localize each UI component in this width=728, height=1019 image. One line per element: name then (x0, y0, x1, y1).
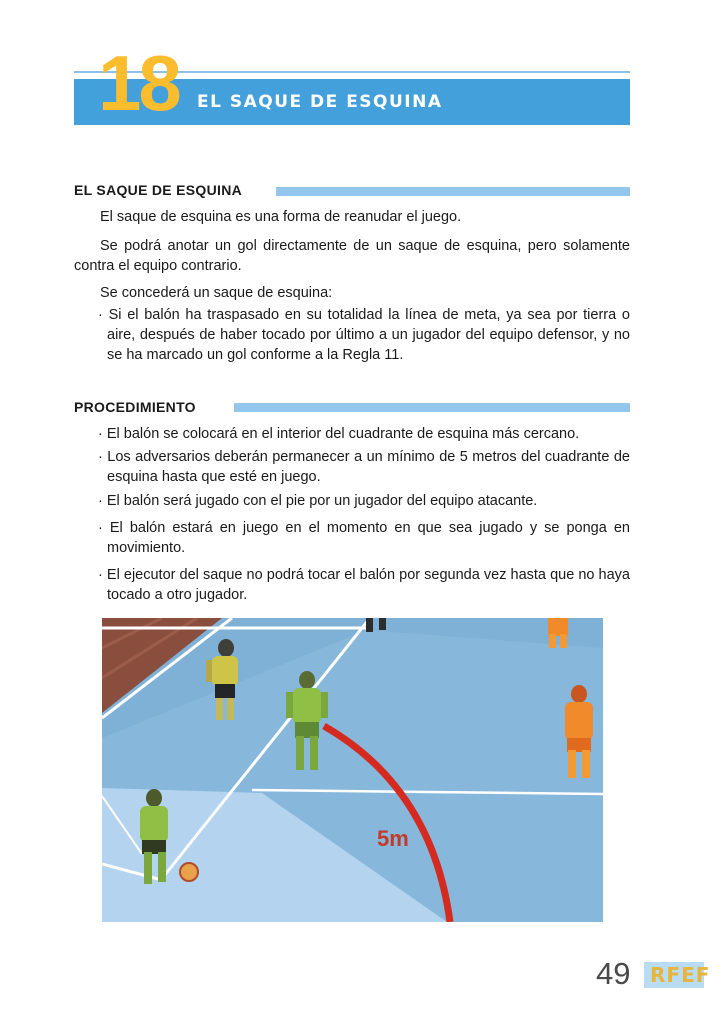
chapter-number: 18 (98, 39, 179, 127)
paragraph: Se podrá anotar un gol directamente de un saque de esquina, pero solamente contra el equipo contrario. (74, 238, 630, 274)
heading-bar (276, 187, 630, 196)
bullet-item: · El balón se colocará en el interior del cuadrante de esquina más cercano. (98, 426, 580, 442)
bullet-item: · Si el balón ha traspasado en su totalidad la línea de meta, ya sea por tierra o aire, después de haber tocado por último a un jugador del equipo defensor, y no se ha marcado un gol conforme a la Regla 11. (98, 307, 630, 363)
section-heading-procedimiento: PROCEDIMIENTO (74, 399, 196, 415)
heading-bar (234, 403, 630, 412)
bullet-item: · El ejecutor del saque no podrá tocar el balón por segunda vez hasta que no haya tocado a otro jugador. (98, 567, 630, 603)
paragraph: Se concederá un saque de esquina: (100, 285, 333, 301)
paragraph: El saque de esquina es una forma de reanudar el juego. (100, 209, 462, 225)
section-heading-saque: EL SAQUE DE ESQUINA (74, 182, 243, 198)
rfef-logo: RFEF (650, 963, 711, 987)
page-number: 49 (596, 956, 631, 991)
distance-label: 5m (377, 826, 409, 851)
corner-kick-illustration (102, 618, 603, 922)
chapter-title: EL SAQUE DE ESQUINA (197, 92, 443, 112)
bullet-item: · El balón estará en juego en el momento en que sea jugado y se ponga en movimiento. (98, 520, 630, 556)
bullet-item: · El balón será jugado con el pie por un jugador del equipo atacante. (98, 493, 538, 509)
bullet-item: · Los adversarios deberán permanecer a un mínimo de 5 metros del cuadrante de esquina hasta que esté en juego. (98, 449, 630, 485)
ball-icon (180, 863, 198, 881)
